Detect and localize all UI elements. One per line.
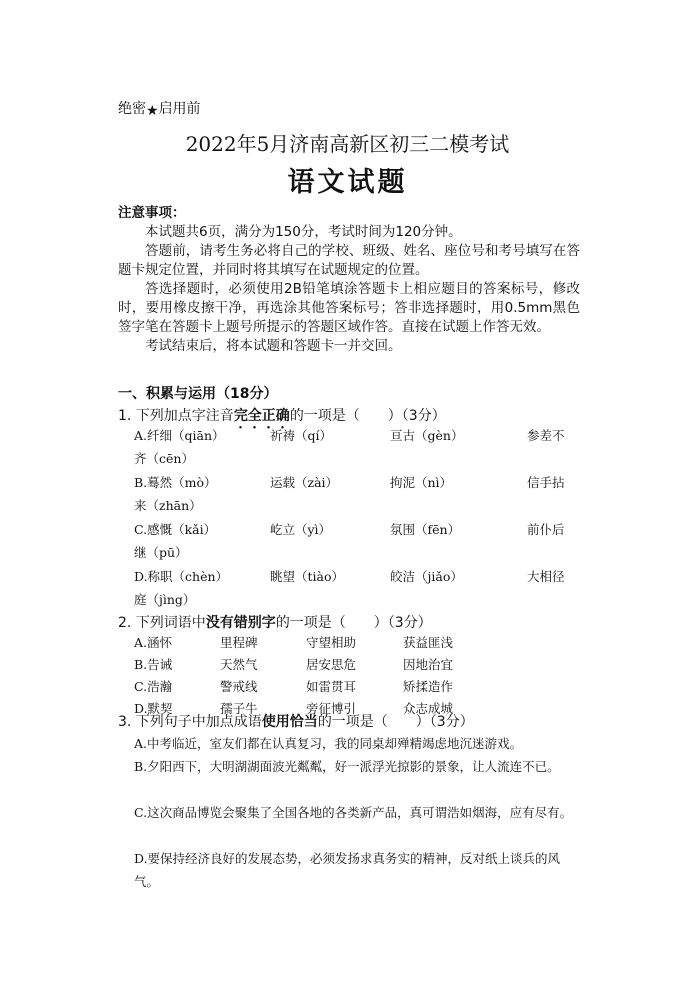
q1-option-cell: 亘古（gèn） <box>390 428 464 443</box>
confidential-text: 绝密 <box>118 101 146 117</box>
q1-option-cell: 拘泥（nì） <box>390 475 453 490</box>
subject-title: 语文试题 <box>287 167 408 198</box>
q1-option-cell: 大相径 <box>527 569 565 584</box>
q1-option-cell: 来（zhān） <box>134 498 202 513</box>
q1-option-cell: 皎洁（jiǎo） <box>390 569 463 584</box>
q1-stem-post: 的一项是（ ）（3分） <box>289 408 446 424</box>
notes-paragraph-4: 考试结束后，将本试题和答题卡一并交回。 <box>145 338 402 354</box>
q2-option-cell: 警戒线 <box>220 679 258 694</box>
q1-option-cell: 信手拈 <box>527 475 565 490</box>
q1-option-cell: B.蓦然（mò） <box>134 475 217 490</box>
q2-option-cell: 众志成城 <box>403 701 454 716</box>
q1-option-cell: 继（pū） <box>134 545 188 560</box>
q1-option-cell: 眺望（tiào） <box>270 569 344 584</box>
q2-option-cell: 旁征博引 <box>306 701 357 716</box>
before-use-text: 启用前 <box>158 101 201 117</box>
q1-option-cell: 庭（jìng） <box>134 592 196 607</box>
q2-option-cell: A.涵怀 <box>134 635 173 650</box>
q2-option-cell: B.告诫 <box>134 657 173 672</box>
q3-stem-post: 的一项是（ ）（3分） <box>317 714 474 730</box>
q2-option-cell: 居安思危 <box>306 657 357 672</box>
q2-option-cell: 天然气 <box>220 657 258 672</box>
notes-paragraph-3: 答选择题时，必须使用2B铅笔填涂答题卡上相应题目的答案标号，修改时，要用橡皮擦干净，再选涂其他答案标号；答非选择题时，用0.5mm黑色签字笔在答题卡上题号所提示的答题区域作答。直接在试题上作答无效。 <box>118 281 580 335</box>
q2-option-cell: 因地治宜 <box>403 657 454 672</box>
notes-paragraph-2: 答题前，请考生务必将自己的学校、班级、姓名、座位号和考号填写在答题卡规定位置，并同时将其填写在试题规定的位置。 <box>118 243 580 278</box>
q1-option-cell: 参差不 <box>527 428 565 443</box>
q1-option-cell: 前仆后 <box>527 522 565 537</box>
question-2-stem <box>118 612 432 632</box>
q2-option-cell: C.浩瀚 <box>134 679 173 694</box>
q1-stem-pre: 1. 下列加点字注音 <box>118 408 234 424</box>
q3-option-b: B.夕阳西下，大明湖湖面波光粼粼，好一派浮光掠影的景象，让人流连不已。 <box>134 759 560 774</box>
q3-stem-bold: 使用恰当 <box>261 714 318 730</box>
q1-option-cell: A.纤细（qiān） <box>134 428 225 443</box>
q3-stem-pre: 3. 下列句子中加点成语 <box>118 714 262 730</box>
q3-option-a: A.中考临近，室友们都在认真复习，我的同桌却殚精竭虑地沉迷游戏。 <box>134 736 523 751</box>
q1-option-cell: 屹立（yì） <box>270 522 332 537</box>
notes-block <box>118 204 580 356</box>
q2-stem-post: 的一项是（ ）（3分） <box>275 615 432 631</box>
notes-heading: 注意事项： <box>118 205 186 221</box>
q2-option-cell: 里程碑 <box>220 635 258 650</box>
q2-option-cell: 孺子牛 <box>220 701 258 716</box>
q1-stem-bold: 完全正确 <box>233 408 290 424</box>
q2-stem-bold: 没有错别字 <box>205 615 276 631</box>
q2-option-cell: 如雷贯耳 <box>306 679 357 694</box>
q2-option-cell: 获益匪浅 <box>403 635 454 650</box>
section-heading: 一、积累与运用（18分） <box>118 386 278 402</box>
q1-option-cell: C.感慨（kǎi） <box>134 522 217 537</box>
q3-option-d: D.要保持经济良好的发展态势，必须发扬求真务实的精神，反对纸上谈兵的风气。 <box>134 851 561 889</box>
confidential-mark <box>118 98 201 119</box>
exam-title: 2022年5月济南高新区初三二模考试 <box>185 132 510 156</box>
q1-option-cell: 祈祷（qí） <box>270 428 332 443</box>
q1-option-cell: 氛围（fēn） <box>390 522 461 537</box>
q2-option-cell: 矫揉造作 <box>403 679 454 694</box>
q2-option-cell: D.默契 <box>134 701 173 716</box>
q1-option-cell: 齐（cēn） <box>134 451 194 466</box>
q1-option-cell: 运载（zài） <box>270 475 339 490</box>
star-icon: ★ <box>146 103 159 119</box>
q2-option-cell: 守望相助 <box>306 635 357 650</box>
notes-paragraph-1: 本试题共6页，满分为150分，考试时间为120分钟。 <box>145 224 462 240</box>
q3-option-c: C.这次商品博览会聚集了全国各地的各类新产品，真可谓浩如烟海，应有尽有。 <box>134 805 573 820</box>
question-3-stem <box>118 711 474 731</box>
q1-option-cell: D.称职（chèn） <box>134 569 229 584</box>
q2-stem-pre: 2. 下列词语中 <box>118 615 206 631</box>
